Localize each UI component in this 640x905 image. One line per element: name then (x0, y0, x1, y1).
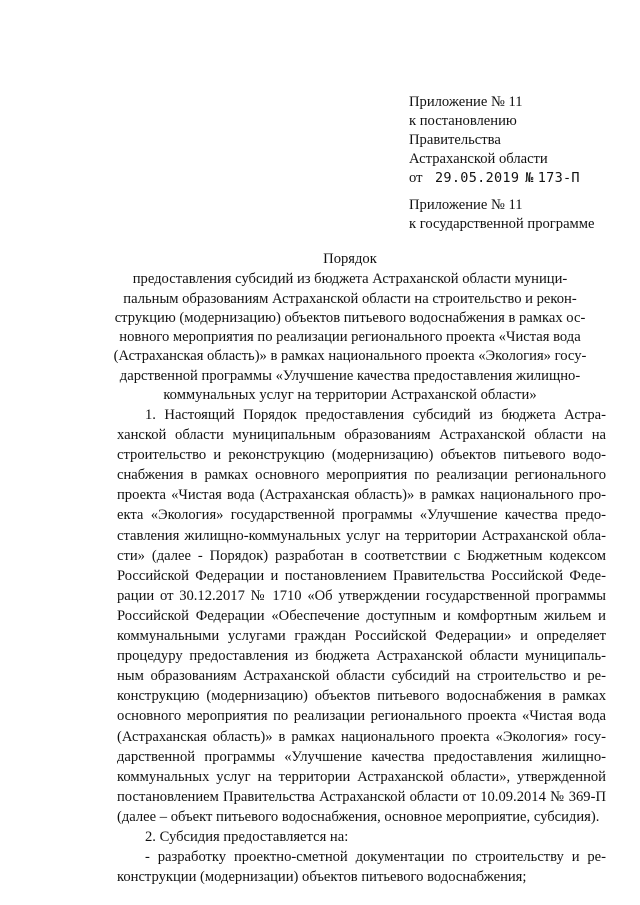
paragraph-1-line: снабжения в рамках основного мероприятия по реализации регионального (117, 467, 606, 484)
program-appendix-number: Приложение № 11 (409, 197, 523, 213)
paragraph-1-line: строительство и реконструкцию (модернизацию) объектов питьевого водо- (117, 447, 606, 464)
paragraph-2-line: 2. Субсидия предоставляется на: (145, 828, 349, 845)
paragraph-1-line: проекта «Чистая вода (Астраханская область)» в рамках национального про- (117, 487, 606, 504)
title-line: коммунальных услуг на территории Астраханской области» (163, 387, 537, 404)
appendix-resolution-block (409, 93, 629, 188)
from-label: от (409, 170, 423, 186)
paragraph-1-line: рации от 30.12.2017 № 1710 «Об утверждении государственной программы (117, 587, 606, 604)
program-appendix-ref: к государственной программе (409, 216, 595, 232)
title-line: струкцию (модернизацию) объектов питьевого водоснабжения в рамках ос- (114, 309, 586, 326)
paragraph-1-line: (далее – объект питьевого водоснабжения, основное мероприятие, субсидия). (117, 808, 600, 825)
paragraph-1-line: ным образованиям Астраханской области субсидий на строительство и ре- (117, 668, 606, 685)
title-line: пальным образованиям Астраханской области на строительство и рекон- (123, 290, 577, 307)
list-item-line: - разработку проектно-сметной документации по строительству и ре- (145, 849, 606, 866)
title-line: новного мероприятия по реализации регионального проекта «Чистая вода (119, 329, 581, 346)
appendix-region: Астраханской области (409, 151, 548, 167)
title-heading: Порядок (323, 251, 377, 267)
paragraph-1-line: дарственной программы «Улучшение качества предоставления жилищно- (117, 748, 606, 765)
paragraph-1-line: ханской области муниципальным образованиям Астраханской области на (117, 427, 606, 444)
resolution-date: 29.05.2019 (435, 170, 520, 186)
paragraph-1-line: коммунальных услуг на территории Астраханской области», утвержденной (117, 768, 606, 785)
paragraph-1-line: Российской Федерации и постановлением Правительства Российской Феде- (117, 567, 606, 584)
appendix-program-block (409, 196, 629, 234)
paragraph-1-line: коммунальными услугами граждан Российской Федерации» и определяет (117, 628, 606, 645)
appendix-number: Приложение № 11 (409, 94, 523, 110)
appendix-to-resolution: к постановлению (409, 113, 517, 129)
paragraph-1-line: конструкцию (модернизацию) объектов питьевого водоснабжения в рамках (117, 688, 606, 705)
title-line: предоставления субсидий из бюджета Астраханской области муници- (132, 271, 568, 288)
paragraph-1-line: процедуру предоставления из бюджета Астраханской области муниципаль- (117, 648, 606, 665)
document-title (110, 250, 590, 405)
paragraph-1-line: ставления жилищно-коммунальных услуг на территории Астраханской обла- (117, 527, 606, 544)
paragraph-1-line: постановлением Правительства Астраханской области от 10.09.2014 № 369-П (117, 788, 606, 805)
paragraph-1-line: основного мероприятия по реализации регионального проекта «Чистая вода (117, 708, 606, 725)
paragraph-1-line: Российской Федерации «Обеспечение доступным и комфортным жильем и (117, 607, 606, 624)
paragraph-1-line: сти» (далее - Порядок) разработан в соответствии с Бюджетным кодексом (117, 547, 606, 564)
appendix-government: Правительства (409, 132, 501, 148)
paragraph-1-line: 1. Настоящий Порядок предоставления субсидий из бюджета Астра- (145, 407, 606, 423)
paragraph-1-line: екта «Экология» государственной программы «Улучшение качества предо- (117, 507, 606, 524)
document-body (117, 405, 606, 887)
paragraph-1-line: (Астраханская область)» в рамках национального проекта «Экология» госу- (117, 728, 606, 745)
list-item-line: конструкции (модернизации) объектов питьевого водоснабжения; (117, 869, 527, 886)
resolution-date-line (409, 169, 629, 188)
title-line: (Астраханская область)» в рамках национального проекта «Экология» госу- (113, 348, 587, 365)
number-sign: № (525, 170, 534, 186)
resolution-number: 173-П (537, 170, 580, 186)
title-line: дарственной программы «Улучшение качества предоставления жилищно- (119, 367, 581, 384)
